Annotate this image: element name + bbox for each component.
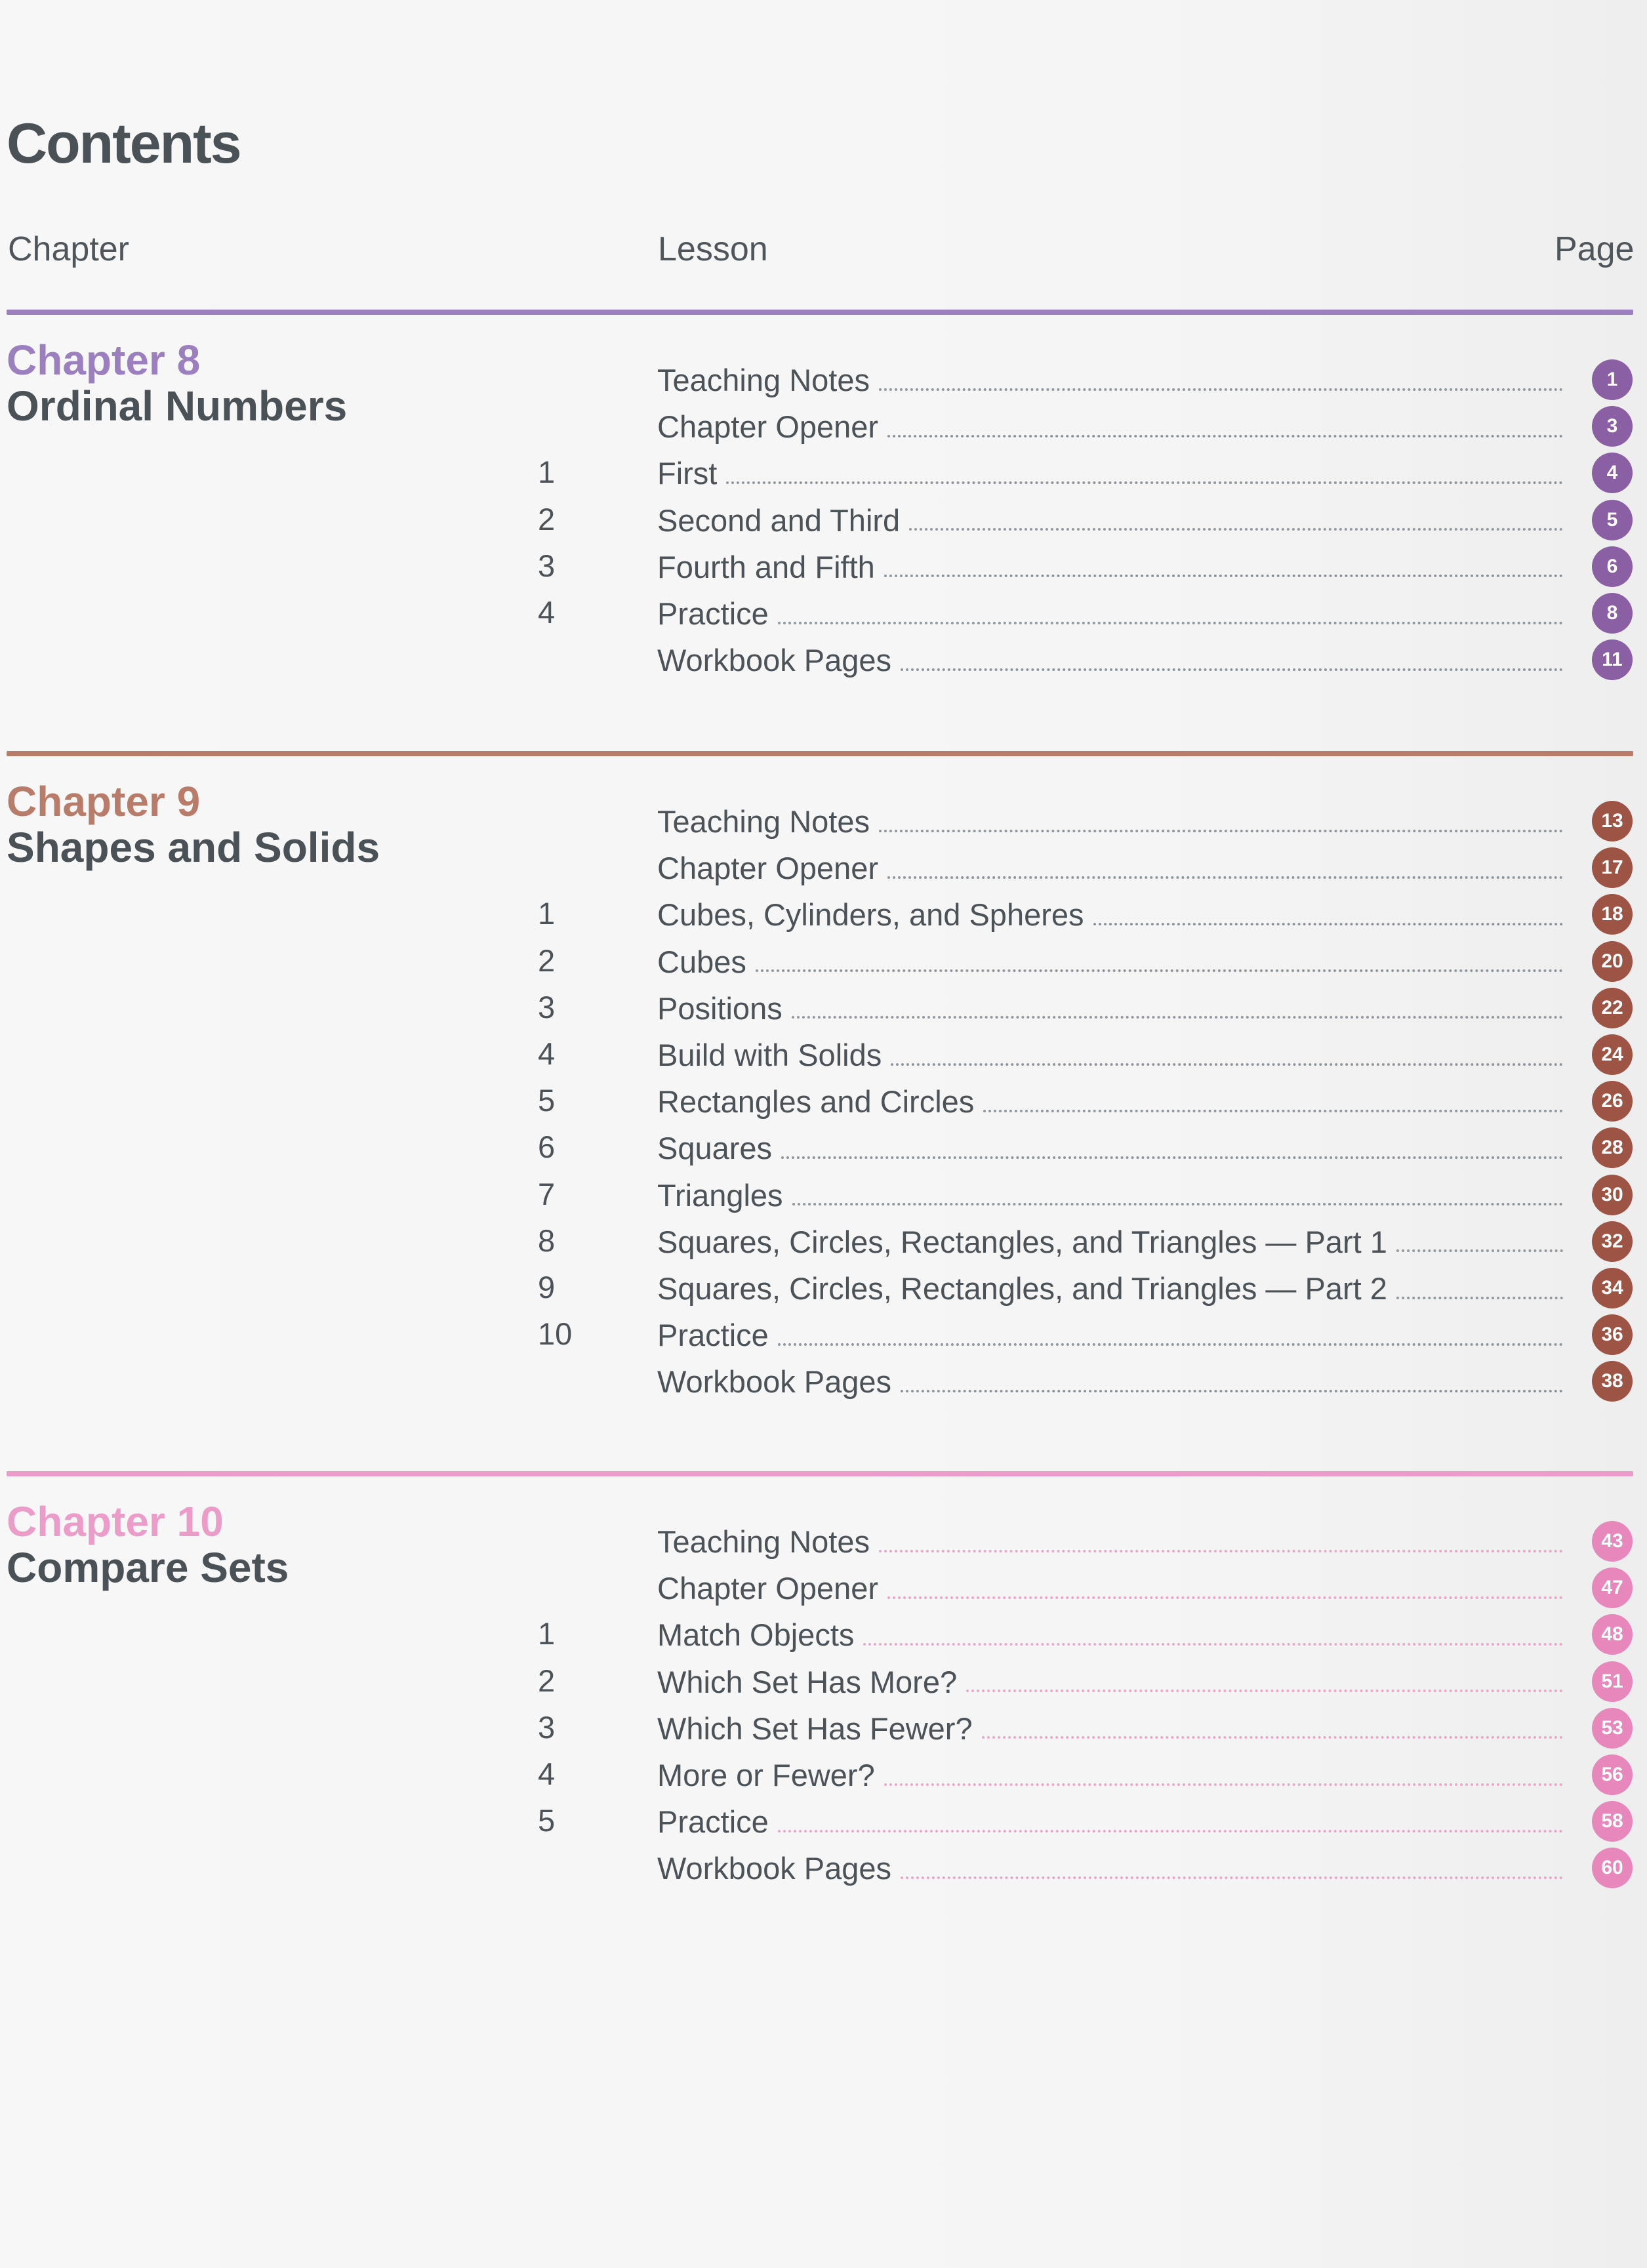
lesson-number: 3 [538,548,556,583]
page-number-badge: 60 [1592,1848,1633,1888]
lesson-number: 2 [538,942,556,978]
dot-leader [1093,923,1563,925]
page-number-badge: 4 [1592,453,1633,493]
lesson-title[interactable]: Rectangles and Circles [657,1084,975,1120]
page-number-badge: 1 [1592,359,1633,400]
lesson-title[interactable]: Cubes, Cylinders, and Spheres [657,897,1084,933]
lesson-entry [657,357,1575,403]
page-number-badge: 24 [1592,1034,1633,1075]
page-number-badge: 18 [1592,894,1633,935]
lesson-entry [657,985,1575,1032]
page-number-badge: 43 [1592,1521,1633,1562]
lesson-number: 4 [538,1756,556,1791]
lesson-row[interactable] [0,1358,1647,1405]
lesson-title[interactable]: Fourth and Fifth [657,549,875,584]
lesson-row[interactable] [0,1219,1647,1265]
lesson-number: 1 [538,896,556,931]
lesson-title[interactable]: Second and Third [657,502,901,538]
lesson-entry [657,590,1575,637]
dot-leader [726,481,1563,484]
lesson-title[interactable]: Chapter Opener [657,851,879,886]
dot-leader [778,1343,1563,1346]
lesson-row[interactable] [0,1705,1647,1752]
lesson-number: 1 [538,455,556,490]
lesson-row[interactable] [0,403,1647,450]
lesson-row[interactable] [0,1265,1647,1312]
lesson-row[interactable] [0,1032,1647,1078]
lesson-row[interactable] [0,1611,1647,1658]
lesson-row[interactable] [0,637,1647,683]
lesson-title[interactable]: Cubes [657,944,746,979]
lesson-number: 8 [538,1223,556,1258]
page-number-badge: 51 [1592,1661,1633,1702]
page-number-badge: 20 [1592,941,1633,982]
lesson-entry [657,1265,1575,1312]
page-title: Contents [7,112,241,175]
lesson-entry [657,544,1575,590]
lesson-entry [657,939,1575,985]
lesson-row[interactable] [0,939,1647,985]
lesson-row[interactable] [0,357,1647,403]
page-number-badge: 17 [1592,847,1633,888]
lesson-number: 3 [538,1709,556,1745]
dot-leader [792,1203,1563,1205]
chapter-divider [7,1471,1633,1476]
dot-leader [781,1156,1563,1159]
lesson-row[interactable] [0,497,1647,544]
chapter-divider [7,310,1633,315]
dot-leader [884,575,1563,577]
lesson-number: 10 [538,1316,573,1352]
page-number-badge: 26 [1592,1081,1633,1122]
dot-leader [884,1783,1563,1786]
lesson-entry [657,1312,1575,1358]
page-number-badge: 47 [1592,1568,1633,1608]
page-column-header: Page [1555,230,1635,268]
lesson-row[interactable] [0,798,1647,845]
page-number-badge: 34 [1592,1268,1633,1308]
lesson-entry [657,891,1575,938]
page-number-badge: 13 [1592,801,1633,841]
lesson-title[interactable]: Squares, Circles, Rectangles, and Triangles — Part 2 [657,1271,1387,1306]
lesson-entry [657,497,1575,544]
lesson-row[interactable] [0,1518,1647,1565]
lesson-row[interactable] [0,1845,1647,1892]
lesson-row[interactable] [0,1659,1647,1705]
lesson-number: 7 [538,1176,556,1211]
lesson-entry [657,1705,1575,1752]
page-number-badge: 30 [1592,1175,1633,1215]
lesson-title[interactable]: Which Set Has Fewer? [657,1711,973,1746]
lesson-number: 9 [538,1270,556,1305]
lesson-row[interactable] [0,544,1647,590]
lesson-entry [657,1565,1575,1611]
page-number-badge: 38 [1592,1361,1633,1402]
lesson-title[interactable]: Chapter Opener [657,409,879,445]
page-number-badge: 3 [1592,406,1633,447]
dot-leader [778,622,1563,624]
lesson-number: 6 [538,1129,556,1165]
lesson-number: 5 [538,1803,556,1838]
chapter-column-header: Chapter [8,230,129,268]
dot-leader [792,1016,1563,1019]
lesson-entry [657,1172,1575,1219]
lesson-row[interactable] [0,1798,1647,1845]
lesson-title[interactable]: More or Fewer? [657,1758,875,1792]
page-number-badge: 53 [1592,1708,1633,1749]
dot-leader [1396,1297,1563,1299]
lesson-entry [657,1078,1575,1125]
chapter-name: Shapes and Solids [7,824,380,871]
page-number-badge: 6 [1592,546,1633,587]
lesson-row[interactable] [0,891,1647,938]
lesson-row[interactable] [0,1125,1647,1171]
page-number-badge: 11 [1592,639,1633,680]
lesson-entry [657,1659,1575,1705]
lesson-row[interactable] [0,450,1647,496]
lesson-title[interactable]: Build with Solids [657,1038,882,1072]
lesson-title[interactable]: Teaching Notes [657,804,870,839]
lesson-row[interactable] [0,1172,1647,1219]
lesson-number: 2 [538,501,556,537]
dot-leader [887,435,1563,437]
lesson-entry [657,1219,1575,1265]
lesson-entry [657,1125,1575,1171]
dot-leader [983,1110,1563,1112]
dot-leader [901,1876,1563,1879]
page-number-badge: 56 [1592,1754,1633,1795]
dot-leader [778,1830,1563,1833]
lesson-entry [657,1752,1575,1798]
lesson-entry [657,1611,1575,1658]
page-number-badge: 22 [1592,988,1633,1028]
dot-leader [879,388,1563,391]
lesson-row[interactable] [0,1078,1647,1125]
lesson-entry [657,450,1575,496]
dot-leader [756,969,1563,972]
lesson-row[interactable] [0,1565,1647,1611]
chapter-name: Compare Sets [7,1544,289,1591]
lesson-title[interactable]: Squares [657,1131,773,1166]
chapter-label: Chapter 9 [7,778,201,825]
lesson-row[interactable] [0,590,1647,637]
lesson-title[interactable]: Teaching Notes [657,363,870,397]
lesson-title[interactable]: Which Set Has More? [657,1664,958,1699]
lesson-entry [657,637,1575,683]
lesson-title[interactable]: Practice [657,1318,769,1353]
chapter-divider [7,751,1633,756]
lesson-number: 1 [538,1616,556,1651]
lesson-title[interactable]: Triangles [657,1177,783,1213]
lesson-entry [657,1358,1575,1405]
lesson-number: 3 [538,989,556,1024]
lesson-number: 4 [538,595,556,630]
dot-leader [891,1063,1563,1066]
lesson-entry [657,845,1575,891]
lesson-row[interactable] [0,845,1647,891]
dot-leader [879,830,1563,832]
page-number-badge: 28 [1592,1127,1633,1168]
lesson-number: 2 [538,1663,556,1698]
dot-leader [887,1596,1563,1599]
dot-leader [909,528,1563,531]
lesson-number: 5 [538,1083,556,1118]
lesson-entry [657,403,1575,450]
lesson-title[interactable]: Workbook Pages [657,643,892,678]
dot-leader [901,1390,1563,1392]
chapter-label: Chapter 8 [7,336,201,384]
lesson-row[interactable] [0,1752,1647,1798]
lesson-entry [657,1798,1575,1845]
dot-leader [887,876,1563,879]
chapter-label: Chapter 10 [7,1498,224,1545]
lesson-title[interactable]: Workbook Pages [657,1851,892,1886]
lesson-row[interactable] [0,1312,1647,1358]
page-number-badge: 5 [1592,500,1633,540]
lesson-title[interactable]: Teaching Notes [657,1524,870,1559]
page-number-badge: 36 [1592,1314,1633,1355]
lesson-title[interactable]: Practice [657,1804,769,1840]
page-number-badge: 48 [1592,1614,1633,1655]
page-number-badge: 32 [1592,1221,1633,1262]
lesson-entry [657,1845,1575,1892]
lesson-title[interactable]: Practice [657,596,769,631]
dot-leader [901,668,1563,671]
lesson-title[interactable]: Squares, Circles, Rectangles, and Triangles — Part 1 [657,1224,1387,1259]
dot-leader [879,1550,1563,1552]
lesson-title[interactable]: Chapter Opener [657,1571,879,1606]
dot-leader [982,1736,1563,1739]
lesson-entry [657,798,1575,845]
lesson-row[interactable] [0,985,1647,1032]
page-number-badge: 58 [1592,1801,1633,1842]
dot-leader [1396,1249,1563,1252]
dot-leader [863,1643,1563,1646]
lesson-title[interactable]: Positions [657,990,783,1026]
dot-leader [966,1690,1563,1692]
lesson-title[interactable]: Workbook Pages [657,1364,892,1400]
lesson-entry [657,1032,1575,1078]
lesson-title[interactable]: First [657,456,718,491]
lesson-column-header: Lesson [658,230,768,268]
lesson-number: 4 [538,1036,556,1071]
lesson-entry [657,1518,1575,1565]
chapter-name: Ordinal Numbers [7,382,348,430]
page-number-badge: 8 [1592,593,1633,634]
lesson-title[interactable]: Match Objects [657,1617,855,1653]
